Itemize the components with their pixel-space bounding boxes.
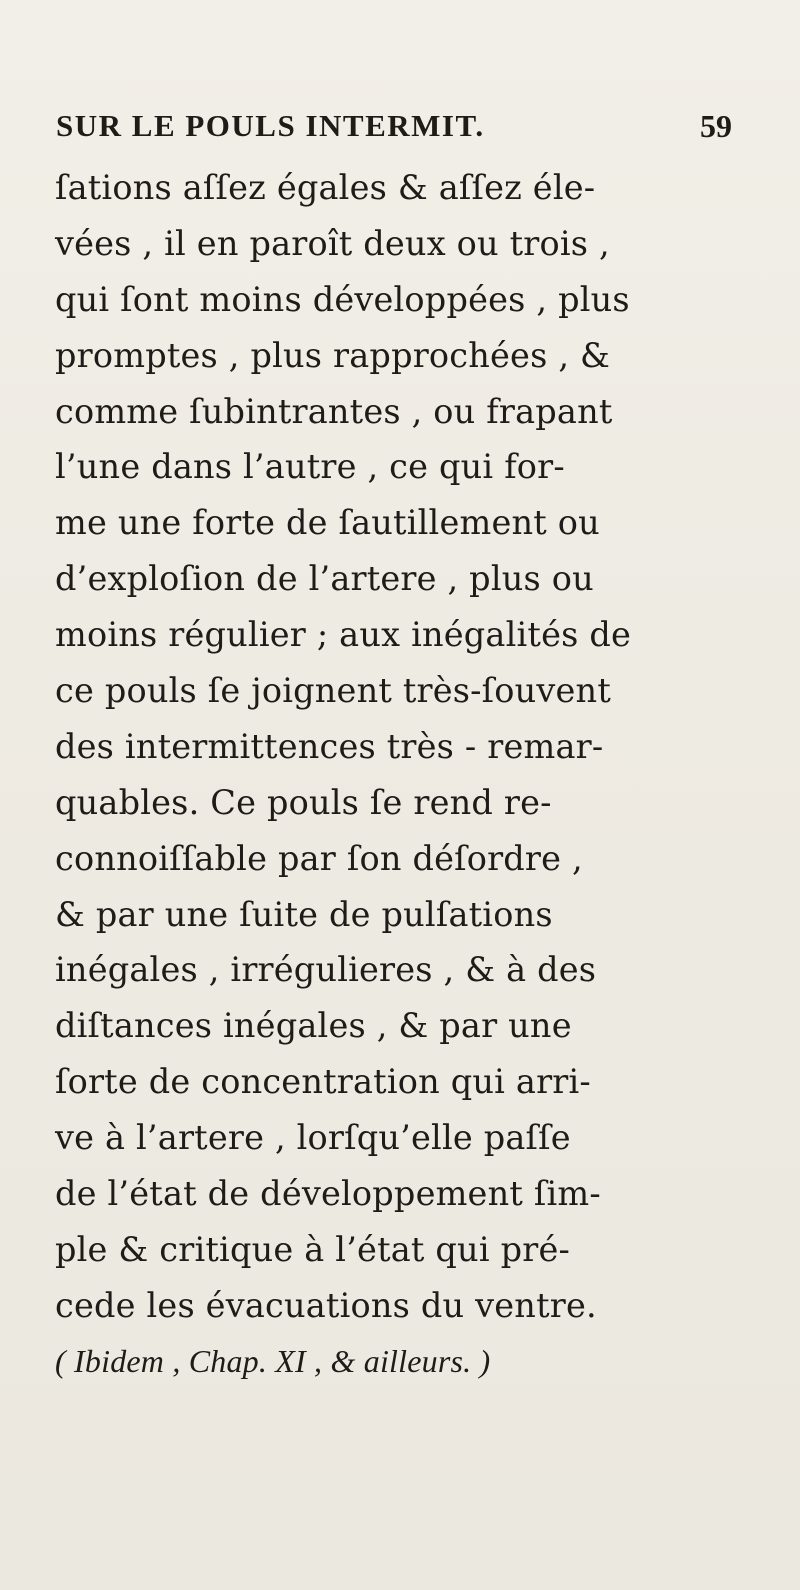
text-line: ſorte de concentration qui arri- [55,1062,591,1102]
text-line: comme ſubintrantes , ou frapant [55,391,613,431]
page-number: 59 [700,108,732,144]
text-line: promptes , plus rapprochées , & [55,335,611,375]
text-line: qui ſont moins développées , plus [55,279,630,319]
text-line: cede les évacuations du ventre. [55,1285,597,1325]
text-line: inégales , irrégulieres , & à des [55,950,597,990]
running-title: SUR LE POULS INTERMIT. [56,108,485,143]
text-line: & par une ſuite de pulſations [55,894,553,934]
text-line: ve à l’artere , lorſqu’elle paſſe [55,1118,571,1158]
reference-note: ( Ibidem , Chap. XI , & ailleurs. ) [55,1342,491,1379]
text-line: des intermittences très - remar- [55,726,604,766]
body-text [55,160,775,1390]
text-line: ple & critique à l’état qui pré- [55,1229,571,1269]
text-line: ce pouls ſe joignent très-ſouvent [55,671,611,711]
text-line: l’une dans l’autre , ce qui for- [55,447,565,487]
text-line: diſtances inégales , & par une [55,1006,572,1046]
text-line: moins régulier ; aux inégalités de [55,615,632,655]
running-head [56,108,756,152]
text-line: ſations aſſez égales & aſſez éle- [55,168,596,207]
text-line: de l’état de développement ſim- [55,1174,601,1214]
text-line: quables. Ce pouls ſe rend re- [55,782,552,822]
text-line: connoiſſable par ſon déſordre , [55,838,583,878]
text-line: vées , il en paroît deux ou trois , [55,223,610,263]
text-line: d’exploſion de l’artere , plus ou [55,559,594,599]
text-line: me une forte de ſautillement ou [55,503,600,543]
